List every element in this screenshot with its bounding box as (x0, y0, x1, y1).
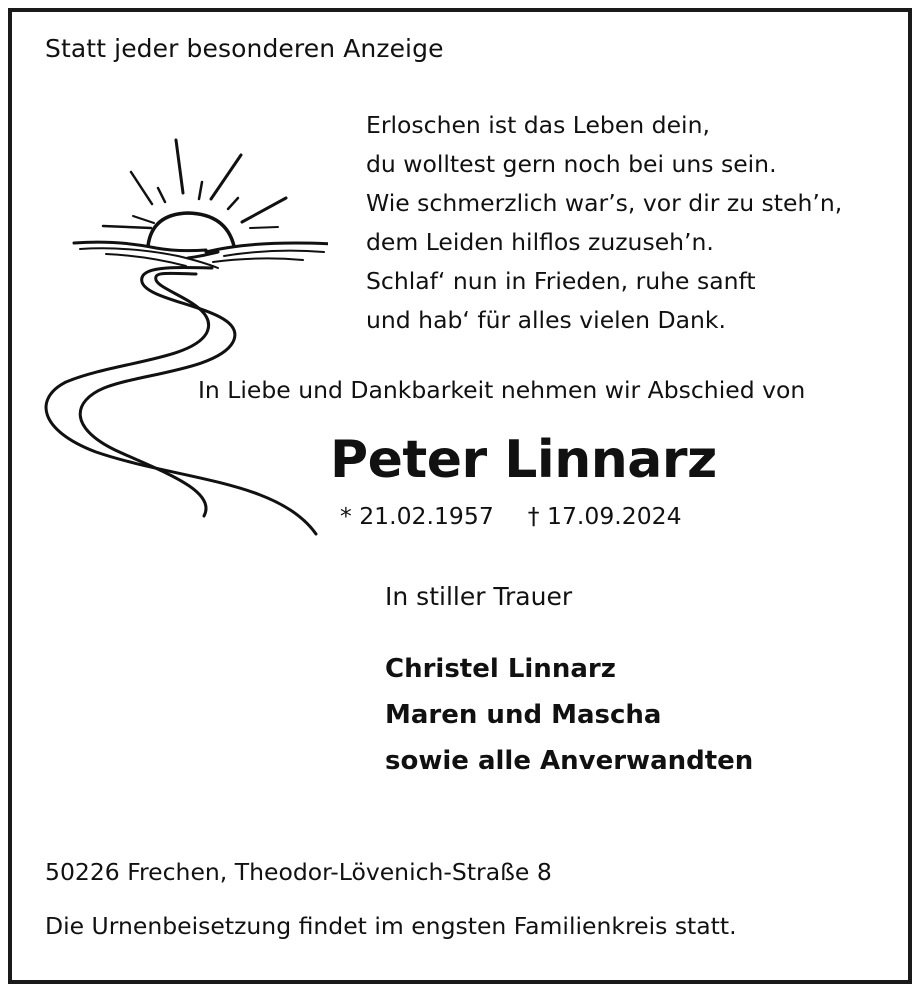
mourning-line: In stiller Trauer (385, 582, 573, 611)
poem-line: Schlaf‘ nun in Frieden, ruhe sanft (366, 267, 756, 295)
obituary-card (8, 8, 912, 984)
sunset-path-icon (28, 130, 328, 540)
death-date: † 17.09.2024 (527, 502, 682, 530)
address: 50226 Frechen, Theodor-Lövenich-Straße 8 (45, 858, 552, 886)
poem-line: und hab‘ für alles vielen Dank. (366, 306, 726, 334)
mourners-list (385, 646, 753, 784)
mourner: Maren und Mascha (385, 700, 662, 730)
poem-line: dem Leiden hilflos zuzuseh’n. (366, 228, 714, 256)
birth-date: * 21.02.1957 (340, 502, 494, 530)
farewell-intro: In Liebe und Dankbarkeit nehmen wir Abschied von (198, 376, 806, 404)
burial-note: Die Urnenbeisetzung findet im engsten Familienkreis statt. (45, 912, 737, 940)
poem (366, 106, 842, 340)
mourner: Christel Linnarz (385, 654, 616, 684)
poem-line: Erloschen ist das Leben dein, (366, 111, 710, 139)
poem-line: du wolltest gern noch bei uns sein. (366, 150, 777, 178)
header-note: Statt jeder besonderen Anzeige (45, 34, 444, 63)
poem-line: Wie schmerzlich war’s, vor dir zu steh’n, (366, 189, 843, 217)
life-dates (340, 502, 682, 530)
mourner: sowie alle Anverwandten (385, 746, 754, 776)
deceased-name: Peter Linnarz (330, 430, 717, 490)
